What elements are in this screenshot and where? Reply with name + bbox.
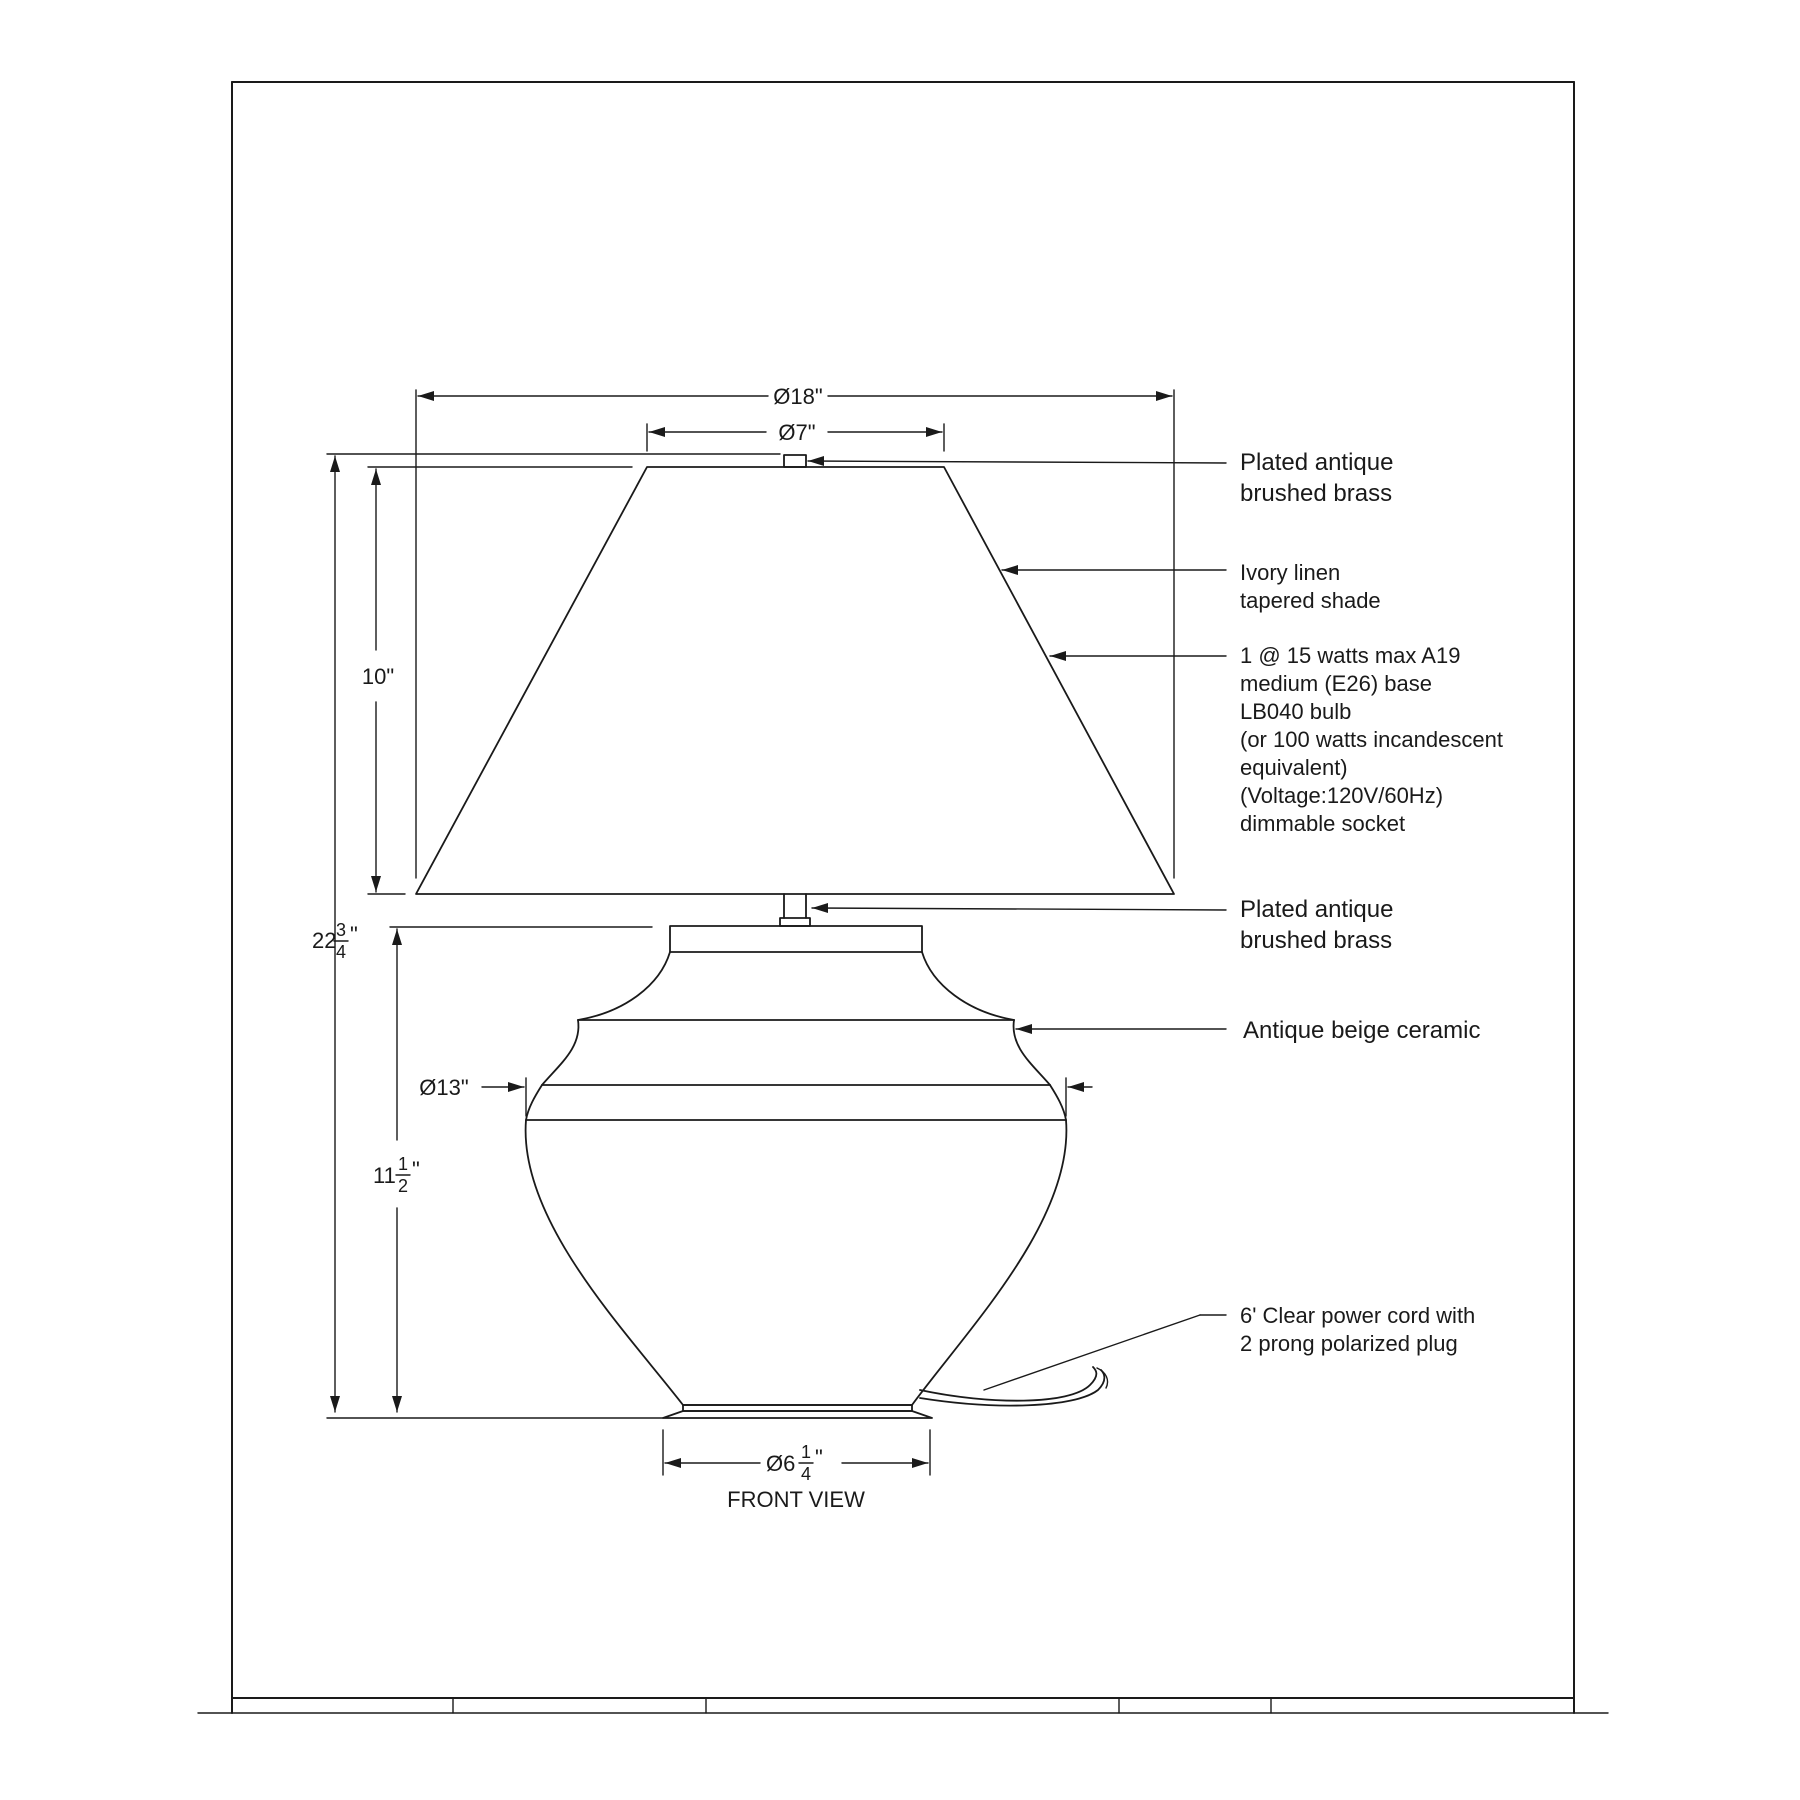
svg-text:Plated antique: Plated antique (1240, 896, 1394, 923)
svg-text:3: 3 (335, 920, 347, 940)
svg-text:Plated antique: Plated antique (1240, 449, 1394, 476)
callout-shade (1240, 560, 1381, 613)
svg-text:Ivory linen: Ivory linen (1240, 560, 1341, 585)
svg-text:(or 100 watts incandescent: (or 100 watts incandescent (1240, 727, 1503, 752)
svg-text:2: 2 (397, 1176, 409, 1196)
finial (784, 455, 806, 467)
svg-text:": " (815, 1445, 823, 1470)
dimension-lines (327, 390, 1174, 1475)
svg-text:2 prong polarized plug: 2 prong polarized plug (1240, 1331, 1458, 1356)
view-label: FRONT VIEW (727, 1487, 865, 1512)
svg-text:Ø6: Ø6 (766, 1451, 796, 1476)
svg-text:1: 1 (397, 1154, 409, 1174)
svg-text:LB040 bulb: LB040 bulb (1240, 699, 1352, 724)
svg-text:4: 4 (800, 1464, 812, 1484)
svg-text:11: 11 (373, 1163, 396, 1188)
callout-neck (1240, 896, 1393, 954)
callout-cord (1240, 1303, 1475, 1356)
svg-text:4: 4 (335, 942, 347, 962)
foot-diameter-label (766, 1442, 823, 1484)
svg-text:1 @ 15 watts max A19: 1 @ 15 watts max A19 (1240, 643, 1461, 668)
shade-height-label: 10" (361, 664, 395, 689)
lamp-base (526, 926, 1067, 1418)
svg-text:": " (412, 1157, 420, 1182)
svg-text:(Voltage:120V/60Hz): (Voltage:120V/60Hz) (1240, 783, 1444, 808)
callout-leaders (808, 456, 1226, 1390)
svg-text:22: 22 (312, 928, 337, 953)
lamp-neck (780, 894, 810, 926)
callout-finial (1240, 449, 1393, 507)
callout-bulb (1240, 643, 1503, 836)
svg-text:brushed brass: brushed brass (1240, 927, 1393, 954)
lamp-shade (416, 467, 1174, 894)
svg-text:dimmable socket: dimmable socket (1240, 811, 1406, 836)
svg-text:equivalent): equivalent) (1240, 755, 1348, 780)
body-diameter-label: Ø13" (419, 1075, 469, 1100)
callout-body (1243, 1017, 1480, 1044)
svg-text:Antique beige ceramic: Antique beige ceramic (1243, 1017, 1481, 1044)
shade-diameter-label: Ø18" (773, 384, 823, 409)
svg-text:medium (E26) base: medium (E26) base (1240, 671, 1432, 696)
base-height-label (373, 1154, 420, 1196)
svg-text:1: 1 (800, 1442, 812, 1462)
svg-text:6' Clear power cord with: 6' Clear power cord with (1240, 1303, 1476, 1328)
top-diameter-label: Ø7" (778, 420, 816, 445)
sheet-frame (198, 82, 1608, 1713)
svg-text:brushed brass: brushed brass (1240, 480, 1393, 507)
svg-text:": " (350, 922, 358, 947)
power-cord (920, 1367, 1108, 1406)
svg-text:tapered shade: tapered shade (1240, 588, 1381, 613)
